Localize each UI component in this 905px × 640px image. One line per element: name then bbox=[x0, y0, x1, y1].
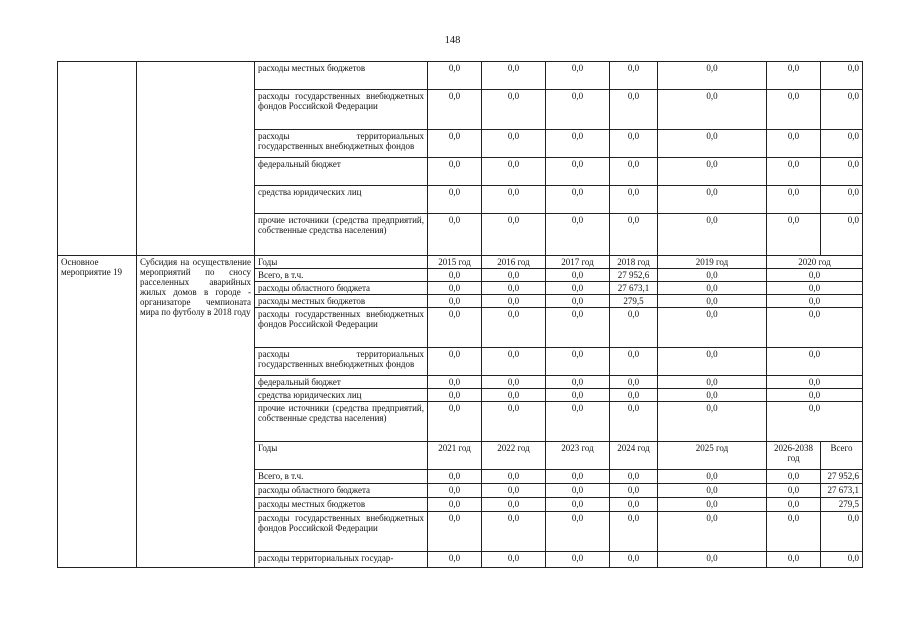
value-cell: 0,0 bbox=[767, 130, 821, 158]
row-label: расходы государственных внебюджетных фондов Российской Федерации bbox=[255, 512, 428, 552]
value-cell: 0,0 bbox=[428, 376, 482, 389]
value-cell: 0,0 bbox=[658, 512, 767, 552]
value-cell: 0,0 bbox=[658, 186, 767, 214]
value-cell: 0,0 bbox=[658, 470, 767, 484]
year-header: Всего bbox=[821, 442, 863, 470]
value-cell: 0,0 bbox=[428, 498, 482, 512]
value-cell: 0,0 bbox=[658, 498, 767, 512]
value-cell: 0,0 bbox=[610, 158, 658, 186]
value-cell: 0,0 bbox=[482, 186, 546, 214]
row-label: расходы местных бюджетов bbox=[255, 62, 428, 90]
row-label: прочие источники (средства предприятий, собственные средства населения) bbox=[255, 402, 428, 442]
value-cell: 27 673,1 bbox=[610, 282, 658, 295]
value-cell: 0,0 bbox=[482, 62, 546, 90]
value-cell: 0,0 bbox=[428, 348, 482, 376]
value-cell: 0,0 bbox=[482, 295, 546, 308]
value-cell: 0,0 bbox=[767, 282, 863, 295]
value-cell: 0,0 bbox=[767, 186, 821, 214]
value-cell: 0,0 bbox=[821, 186, 863, 214]
value-cell: 0,0 bbox=[428, 552, 482, 568]
value-cell: 0,0 bbox=[767, 269, 863, 282]
value-cell: 0,0 bbox=[482, 470, 546, 484]
row-label: средства юридических лиц bbox=[255, 389, 428, 402]
value-cell: 0,0 bbox=[658, 484, 767, 498]
value-cell: 0,0 bbox=[610, 389, 658, 402]
row-label: расходы областного бюджета bbox=[255, 484, 428, 498]
value-cell: 279,5 bbox=[610, 295, 658, 308]
value-cell: 0,0 bbox=[658, 282, 767, 295]
year-header: 2019 год bbox=[658, 256, 767, 269]
value-cell: 0,0 bbox=[482, 512, 546, 552]
year-header: 2022 год bbox=[482, 442, 546, 470]
budget-table bbox=[57, 61, 863, 568]
value-cell: 0,0 bbox=[546, 282, 610, 295]
value-cell: 0,0 bbox=[610, 348, 658, 376]
value-cell: 0,0 bbox=[546, 186, 610, 214]
value-cell: 0,0 bbox=[658, 90, 767, 130]
value-cell: 0,0 bbox=[610, 214, 658, 256]
value-cell: 0,0 bbox=[482, 552, 546, 568]
page-number: 148 bbox=[444, 35, 461, 46]
row-label: средства юридических лиц bbox=[255, 186, 428, 214]
value-cell: 0,0 bbox=[482, 484, 546, 498]
row-label: федеральный бюджет bbox=[255, 158, 428, 186]
value-cell: 0,0 bbox=[610, 484, 658, 498]
value-cell: 0,0 bbox=[482, 282, 546, 295]
value-cell: 0,0 bbox=[610, 186, 658, 214]
value-cell: 0,0 bbox=[658, 130, 767, 158]
value-cell: 0,0 bbox=[482, 214, 546, 256]
value-cell: 0,0 bbox=[546, 512, 610, 552]
year-header: 2021 год bbox=[428, 442, 482, 470]
value-cell: 0,0 bbox=[821, 158, 863, 186]
value-cell: 0,0 bbox=[482, 308, 546, 348]
year-header: 2017 год bbox=[546, 256, 610, 269]
table-row bbox=[58, 256, 863, 269]
value-cell: 0,0 bbox=[767, 512, 821, 552]
value-cell: 0,0 bbox=[546, 62, 610, 90]
value-cell: 0,0 bbox=[610, 62, 658, 90]
value-cell: 27 952,6 bbox=[610, 269, 658, 282]
value-cell: 0,0 bbox=[767, 470, 821, 484]
value-cell: 0,0 bbox=[658, 376, 767, 389]
value-cell: 0,0 bbox=[546, 498, 610, 512]
value-cell: 0,0 bbox=[546, 214, 610, 256]
value-cell: 0,0 bbox=[428, 484, 482, 498]
value-cell: 0,0 bbox=[546, 308, 610, 348]
year-header: 2020 год bbox=[767, 256, 863, 269]
value-cell: 0,0 bbox=[767, 498, 821, 512]
value-cell: 0,0 bbox=[767, 308, 863, 348]
value-cell: 0,0 bbox=[482, 498, 546, 512]
row-label: Всего, в т.ч. bbox=[255, 269, 428, 282]
value-cell: 0,0 bbox=[610, 402, 658, 442]
value-cell: 0,0 bbox=[546, 402, 610, 442]
value-cell: 0,0 bbox=[546, 470, 610, 484]
row-label: расходы территориальных государственных внебюджетных фондов bbox=[255, 130, 428, 158]
year-header: 2026-2038 год bbox=[767, 442, 821, 470]
value-cell: 0,0 bbox=[767, 348, 863, 376]
value-cell: 0,0 bbox=[658, 308, 767, 348]
value-cell: 0,0 bbox=[767, 295, 863, 308]
row-label: расходы государственных внебюджетных фондов Российской Федерации bbox=[255, 308, 428, 348]
row-label: расходы местных бюджетов bbox=[255, 295, 428, 308]
value-cell: 0,0 bbox=[482, 269, 546, 282]
year-header: 2023 год bbox=[546, 442, 610, 470]
value-cell: 0,0 bbox=[767, 402, 863, 442]
year-header: 2025 год bbox=[658, 442, 767, 470]
value-cell: 0,0 bbox=[610, 512, 658, 552]
value-cell: 0,0 bbox=[482, 130, 546, 158]
value-cell: 0,0 bbox=[821, 130, 863, 158]
value-cell: 0,0 bbox=[610, 498, 658, 512]
row-label: федеральный бюджет bbox=[255, 376, 428, 389]
event-label: Основное мероприятие 19 bbox=[58, 256, 137, 568]
row-label: Всего, в т.ч. bbox=[255, 470, 428, 484]
value-cell: 0,0 bbox=[658, 295, 767, 308]
value-cell: 0,0 bbox=[610, 376, 658, 389]
value-cell: 0,0 bbox=[767, 158, 821, 186]
row-label: расходы областного бюджета bbox=[255, 282, 428, 295]
row-label: расходы территориальных государственных внебюджетных фондов bbox=[255, 348, 428, 376]
value-cell: 0,0 bbox=[428, 295, 482, 308]
value-cell: 0,0 bbox=[658, 158, 767, 186]
value-cell: 0,0 bbox=[428, 470, 482, 484]
value-cell: 0,0 bbox=[658, 348, 767, 376]
value-cell: 0,0 bbox=[610, 90, 658, 130]
value-cell: 0,0 bbox=[482, 90, 546, 130]
value-cell: 0,0 bbox=[546, 348, 610, 376]
value-cell: 0,0 bbox=[821, 62, 863, 90]
value-cell: 0,0 bbox=[767, 552, 821, 568]
value-cell: 0,0 bbox=[428, 186, 482, 214]
value-cell: 0,0 bbox=[428, 90, 482, 130]
value-cell: 0,0 bbox=[767, 90, 821, 130]
value-cell: 0,0 bbox=[546, 130, 610, 158]
value-cell: 0,0 bbox=[428, 214, 482, 256]
value-cell: 0,0 bbox=[428, 389, 482, 402]
value-cell: 0,0 bbox=[546, 376, 610, 389]
row-label: прочие источники (средства предприятий, собственные средства населения) bbox=[255, 214, 428, 256]
value-cell: 0,0 bbox=[428, 130, 482, 158]
value-cell: 0,0 bbox=[767, 214, 821, 256]
value-cell: 0,0 bbox=[428, 269, 482, 282]
value-cell: 0,0 bbox=[821, 214, 863, 256]
value-cell: 0,0 bbox=[482, 389, 546, 402]
value-cell: 27 952,6 bbox=[821, 470, 863, 484]
value-cell: 0,0 bbox=[610, 130, 658, 158]
row-label: расходы территориальных государ- bbox=[255, 552, 428, 568]
value-cell: 0,0 bbox=[821, 512, 863, 552]
value-cell: 0,0 bbox=[428, 62, 482, 90]
value-cell: 0,0 bbox=[767, 376, 863, 389]
value-cell: 0,0 bbox=[610, 470, 658, 484]
value-cell: 0,0 bbox=[546, 158, 610, 186]
year-header: 2016 год bbox=[482, 256, 546, 269]
value-cell: 0,0 bbox=[428, 158, 482, 186]
value-cell: 279,5 bbox=[821, 498, 863, 512]
value-cell: 0,0 bbox=[658, 389, 767, 402]
row-label: расходы государственных внебюджетных фондов Российской Федерации bbox=[255, 90, 428, 130]
value-cell: 0,0 bbox=[482, 376, 546, 389]
value-cell: 0,0 bbox=[658, 62, 767, 90]
value-cell: 0,0 bbox=[428, 308, 482, 348]
row-label: расходы местных бюджетов bbox=[255, 498, 428, 512]
table-row bbox=[58, 62, 863, 90]
blank-cell bbox=[58, 62, 137, 256]
value-cell: 0,0 bbox=[821, 90, 863, 130]
value-cell: 0,0 bbox=[658, 269, 767, 282]
year-header: 2024 год bbox=[610, 442, 658, 470]
value-cell: 0,0 bbox=[546, 389, 610, 402]
event-description: Субсидия на осуществление мероприятий по сносу расселенных аварийных жилых домов в городе - организаторе чемпионата мира по футболу в 2018 году bbox=[137, 256, 255, 568]
value-cell: 0,0 bbox=[482, 158, 546, 186]
value-cell: 0,0 bbox=[821, 552, 863, 568]
value-cell: 0,0 bbox=[658, 214, 767, 256]
value-cell: 0,0 bbox=[428, 402, 482, 442]
value-cell: 0,0 bbox=[767, 62, 821, 90]
value-cell: 27 673,1 bbox=[821, 484, 863, 498]
value-cell: 0,0 bbox=[546, 269, 610, 282]
value-cell: 0,0 bbox=[546, 484, 610, 498]
years-label: Годы bbox=[255, 442, 428, 470]
value-cell: 0,0 bbox=[610, 308, 658, 348]
value-cell: 0,0 bbox=[482, 402, 546, 442]
value-cell: 0,0 bbox=[767, 389, 863, 402]
value-cell: 0,0 bbox=[767, 484, 821, 498]
value-cell: 0,0 bbox=[428, 282, 482, 295]
blank-cell bbox=[137, 62, 255, 256]
value-cell: 0,0 bbox=[658, 402, 767, 442]
value-cell: 0,0 bbox=[658, 552, 767, 568]
value-cell: 0,0 bbox=[610, 552, 658, 568]
year-header: 2015 год bbox=[428, 256, 482, 269]
value-cell: 0,0 bbox=[546, 552, 610, 568]
value-cell: 0,0 bbox=[546, 295, 610, 308]
years-label: Годы bbox=[255, 256, 428, 269]
value-cell: 0,0 bbox=[546, 90, 610, 130]
value-cell: 0,0 bbox=[428, 512, 482, 552]
year-header: 2018 год bbox=[610, 256, 658, 269]
value-cell: 0,0 bbox=[482, 348, 546, 376]
